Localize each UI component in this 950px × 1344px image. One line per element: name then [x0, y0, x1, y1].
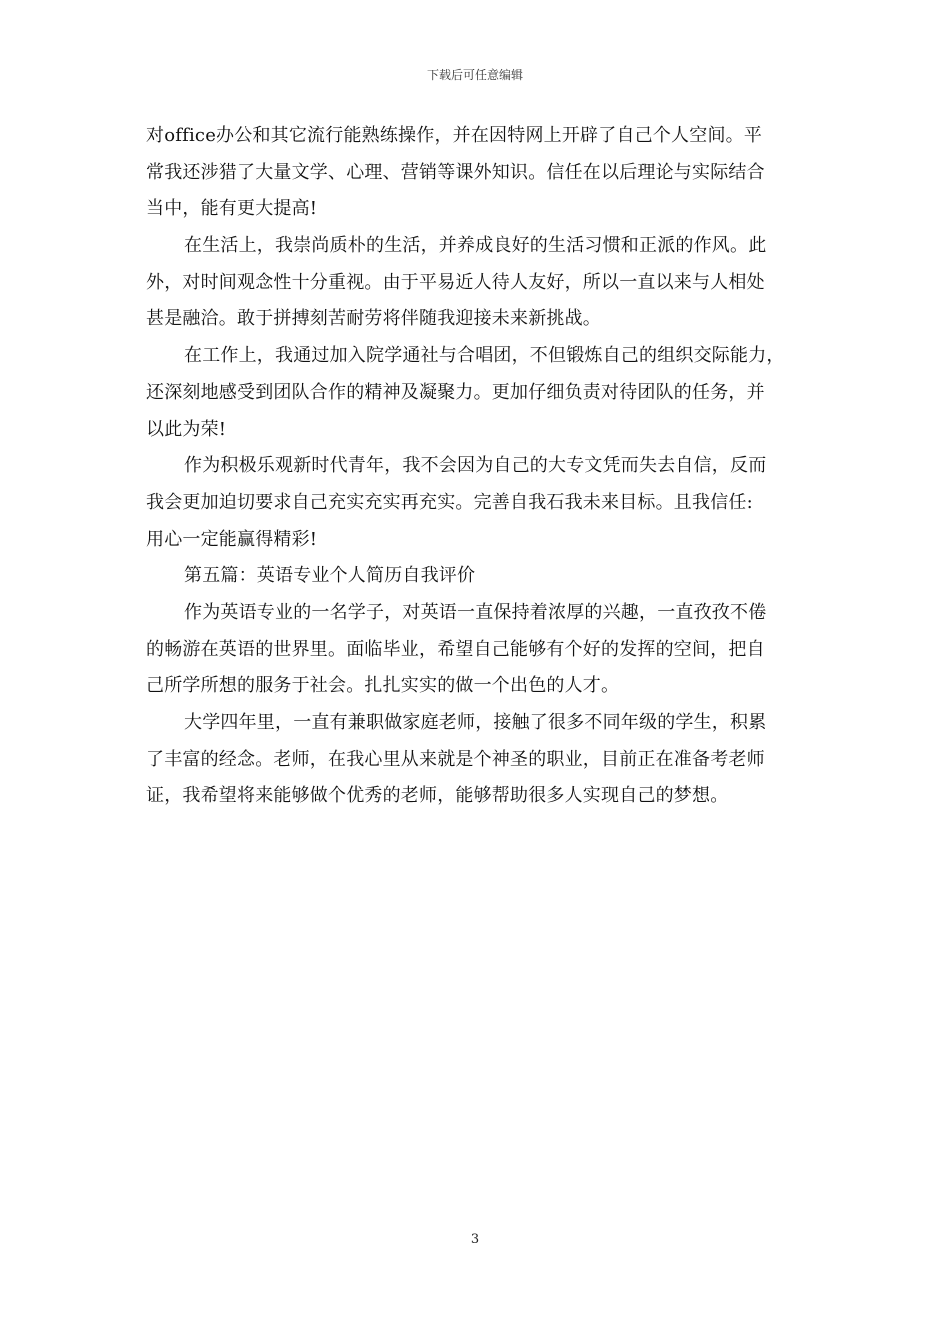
text-line: 大学四年里，一直有兼职做家庭老师，接触了很多不同年级的学生，积累	[184, 712, 767, 733]
text-line: 在工作上，我通过加入院学通社与合唱团，不但锻炼自己的组织交际能力，	[184, 345, 785, 367]
text-line: 外，对时间观念性十分重视。由于平易近人待人友好，所以一直以来与人相处	[146, 271, 765, 293]
document-body	[146, 118, 808, 815]
page-header: 下载后可任意编辑	[426, 68, 523, 82]
text-line: 了丰富的经念。老师，在我心里从来就是个神圣的职业，目前正在准备考老师	[146, 748, 765, 770]
text-line: 己所学所想的服务于社会。扎扎实实的做一个出色的人才。	[146, 675, 620, 697]
text-line: 证，我希望将来能够做个优秀的老师，能够帮助很多人实现自己的梦想。	[146, 785, 729, 807]
text-line: 常我还涉猎了大量文学、心理、营销等课外知识。信任在以后理论与实际结合	[146, 161, 765, 183]
text-line: 当中，能有更大提高!	[146, 198, 318, 220]
text-line: 甚是融洽。敢于拼搏刻苦耐劳将伴随我迎接未来新挑战。	[146, 308, 601, 330]
section-heading: 第五篇：英语专业个人简历自我评价	[184, 565, 476, 587]
text-line: 的畅游在英语的世界里。面临毕业，希望自己能够有个好的发挥的空间，把自	[146, 638, 765, 660]
text-line: 用心一定能赢得精彩!	[146, 528, 318, 550]
text-line: 对office办公和其它流行能熟练操作，并在因特网上开辟了自己个人空间。平	[146, 125, 763, 146]
text-line: 在生活上，我崇尚质朴的生活，并养成良好的生活习惯和正派的作风。此	[184, 235, 767, 257]
text-line: 作为英语专业的一名学子，对英语一直保持着浓厚的兴趣，一直孜孜不倦	[184, 601, 767, 623]
text-line: 以此为荣!	[146, 418, 227, 440]
text-line: 我会更加迫切要求自己充实充实再充实。完善自我石我未来目标。且我信任:	[146, 491, 753, 513]
text-line: 作为积极乐观新时代青年，我不会因为自己的大专文凭而失去自信，反而	[184, 455, 767, 477]
page-number: 3	[470, 1232, 480, 1247]
text-line: 还深刻地感受到团队合作的精神及凝聚力。更加仔细负责对待团队的任务，并	[146, 381, 765, 403]
